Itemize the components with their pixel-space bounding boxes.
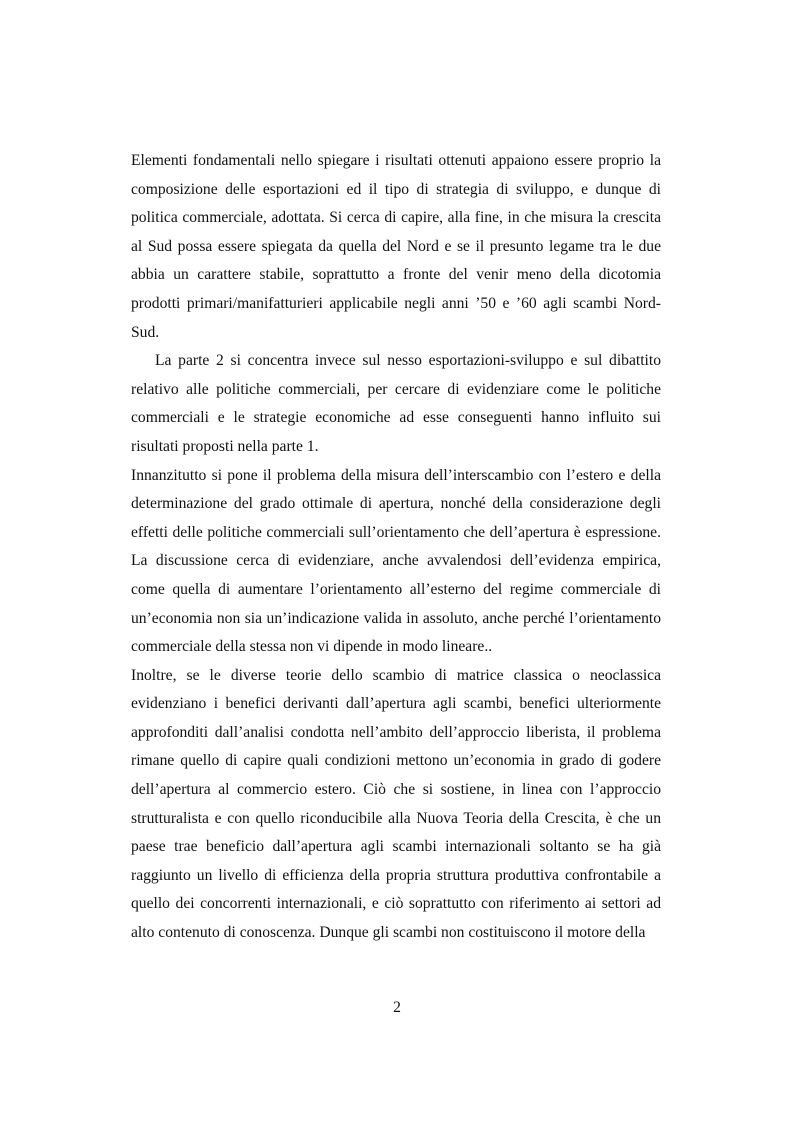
page-number: 2 bbox=[393, 999, 401, 1016]
paragraph-4: Inoltre, se le diverse teorie dello scambio di matrice classica o neoclassica evidenziano i benefici derivanti dall’apertura agli scambi, benefici ulteriormente approfonditi dall’analisi condotta nell’ambito dell’approccio liberista, il problema rimane quello di capire quali condizioni mettono un’economia in grado di godere dell’apertura al commercio estero. Ciò che si sostiene, in linea con l’approccio strutturalista e con quello riconducibile alla Nuova Teoria della Crescita, è che un paese trae beneficio dall’apertura agli scambi internazionali soltanto se ha già raggiunto un livello di efficienza della propria struttura produttiva confrontabile a quello dei concorrenti internazionali, e ciò soprattutto con riferimento ai settori ad alto contenuto di conoscenza. Dunque gli scambi non costituiscono il motore della bbox=[131, 666, 661, 942]
paragraph-1: Elementi fondamentali nello spiegare i risultati ottenuti appaiono essere proprio la composizione delle esportazioni ed il tipo di strategia di sviluppo, e dunque di politica commerciale, adottata. Si cerca di capire, alla fine, in che misura la crescita al Sud possa essere spiegata da quella del Nord e se il presunto legame tra le due abbia un carattere stabile, soprattutto a fronte del venir meno della dicotomia prodotti primari/manifatturieri applicabile negli anni ’50 e ’60 agli scambi Nord-Sud. bbox=[131, 152, 661, 341]
body-text bbox=[131, 147, 661, 948]
paragraph-3: Innanzitutto si pone il problema della misura dell’interscambio con l’estero e della determinazione del grado ottimale di apertura, nonché della considerazione degli effetti delle politiche commerciali sull’orientamento che dell’apertura è espressione. La discussione cerca di evidenziare, anche avvalendosi dell’evidenza empirica, come quella di aumentare l’orientamento all’esterno del regime commerciale di un’economia non sia un’indicazione valida in assoluto, anche perché l’orientamento commerciale della stessa non vi dipende in modo lineare.. bbox=[131, 466, 661, 656]
paragraph-2: La parte 2 si concentra invece sul nesso esportazioni-sviluppo e sul dibattito relativo alle politiche commerciali, per cercare di evidenziare come le politiche commerciali e le strategie economiche ad esse conseguenti hanno influito sui risultati proposti nella parte 1. bbox=[131, 352, 661, 455]
